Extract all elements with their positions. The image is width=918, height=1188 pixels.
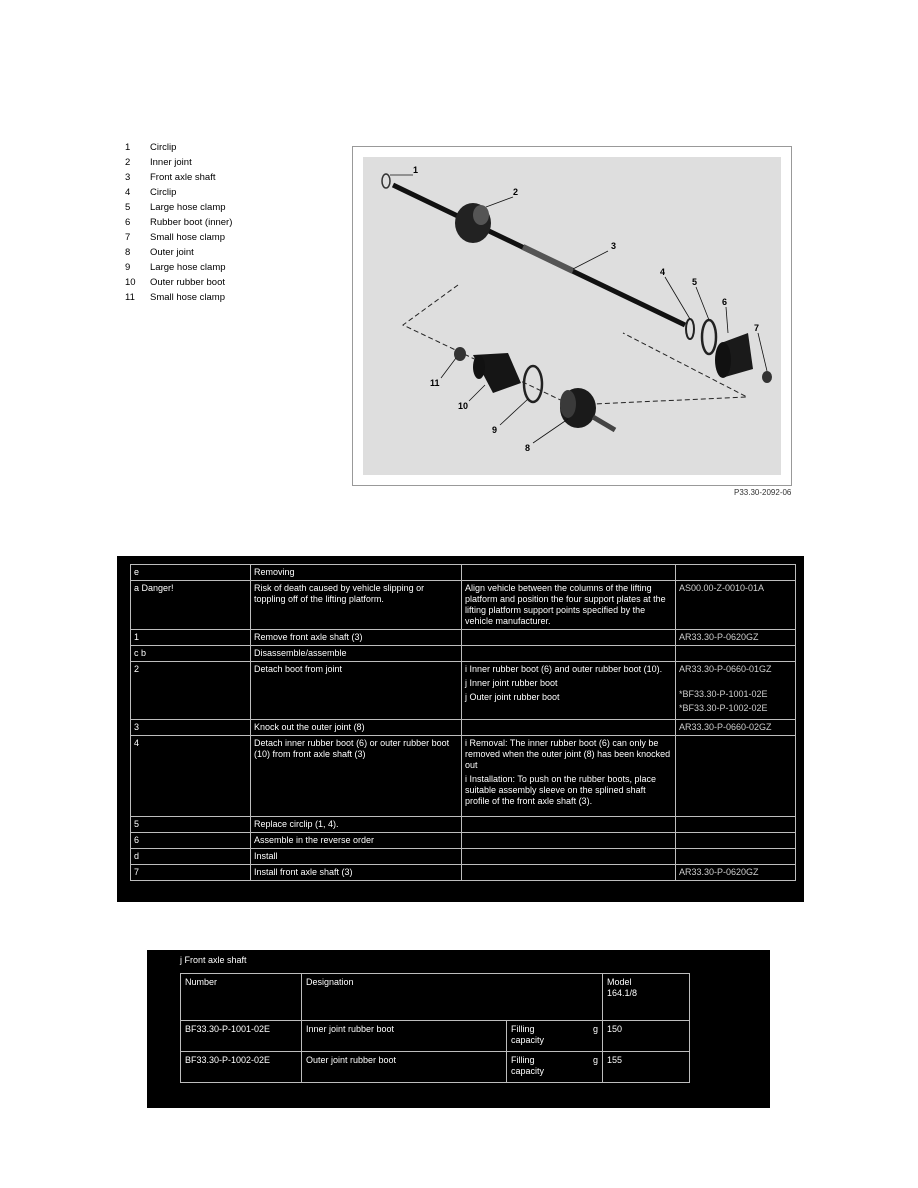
table-row: 7 Install front axle shaft (3) AR33.30-P-0620GZ bbox=[131, 865, 796, 881]
table-row: 6 Assemble in the reverse order bbox=[131, 833, 796, 849]
procedure-table bbox=[117, 556, 804, 902]
legend-item: 1 Circlip bbox=[125, 142, 177, 153]
callout-4: 4 bbox=[660, 267, 666, 277]
table-row: e Removing bbox=[131, 565, 796, 581]
table-row: BF33.30-P-1001-02E Inner joint rubber boot g Filling capacity 150 bbox=[181, 1021, 690, 1052]
table-row: a Danger! Risk of death caused by vehicle slipping or toppling off of the lifting platform. Align vehicle between the columns of the lifting platform and position the four support plates at the lifting platform support points specified by the vehicle manufacturer. AS00.00-Z-0010-01A bbox=[131, 581, 796, 630]
legend-item: 2 Inner joint bbox=[125, 157, 192, 168]
spec-title: j Front axle shaft bbox=[180, 955, 247, 965]
legend-item: 3 Front axle shaft bbox=[125, 172, 216, 183]
parts-legend bbox=[125, 140, 232, 305]
callout-10: 10 bbox=[458, 401, 469, 411]
legend-item: 8 Outer joint bbox=[125, 247, 194, 258]
figure-id: P33.30-2092-06 bbox=[734, 488, 792, 497]
axle-shaft-drawing bbox=[363, 157, 781, 475]
callout-7: 7 bbox=[754, 323, 760, 333]
table-row: d Install bbox=[131, 849, 796, 865]
callout-11: 11 bbox=[430, 378, 440, 388]
table-header-row: Number Designation Model 164.1/8 bbox=[181, 974, 690, 1021]
legend-item: 7 Small hose clamp bbox=[125, 232, 225, 243]
table-row: 5 Replace circlip (1, 4). bbox=[131, 817, 796, 833]
legend-item: 4 Circlip bbox=[125, 187, 177, 198]
callout-8: 8 bbox=[525, 443, 531, 453]
front-axle-shaft-spec bbox=[147, 950, 770, 1108]
legend-item: 5 Large hose clamp bbox=[125, 202, 226, 213]
callout-1: 1 bbox=[413, 165, 419, 175]
callout-3: 3 bbox=[611, 241, 617, 251]
table-row: 2 Detach boot from joint i Inner rubber boot (6) and outer rubber boot (10). j Inner joint rubber boot j Outer joint rubber boot AR33.30-P-0660-01GZ *BF33.30-P-1001-02E *BF33.30-P-1002-02E bbox=[131, 662, 796, 720]
legend-item: 9 Large hose clamp bbox=[125, 262, 226, 273]
callout-6: 6 bbox=[722, 297, 728, 307]
legend-item: 11 Small hose clamp bbox=[125, 292, 225, 303]
callout-2: 2 bbox=[513, 187, 519, 197]
table-row: 4 Detach inner rubber boot (6) or outer rubber boot (10) from front axle shaft (3) i Removal: The inner rubber boot (6) can only be removed when the outer joint (8) has been knocked out i Installation: To push on the rubber boots, place suitable assembly sleeve on the splined shaft profile of the front axle shaft (3). bbox=[131, 736, 796, 817]
table-row: 3 Knock out the outer joint (8) AR33.30-P-0660-02GZ bbox=[131, 720, 796, 736]
exploded-view-figure bbox=[352, 146, 792, 486]
callout-9: 9 bbox=[492, 425, 498, 435]
legend-item: 6 Rubber boot (inner) bbox=[125, 217, 233, 228]
table-row: 1 Remove front axle shaft (3) AR33.30-P-0620GZ bbox=[131, 630, 796, 646]
legend-item: 10 Outer rubber boot bbox=[125, 277, 225, 288]
callout-5: 5 bbox=[692, 277, 698, 287]
table-row: BF33.30-P-1002-02E Outer joint rubber boot g Filling capacity 155 bbox=[181, 1052, 690, 1083]
table-row: c b Disassemble/assemble bbox=[131, 646, 796, 662]
